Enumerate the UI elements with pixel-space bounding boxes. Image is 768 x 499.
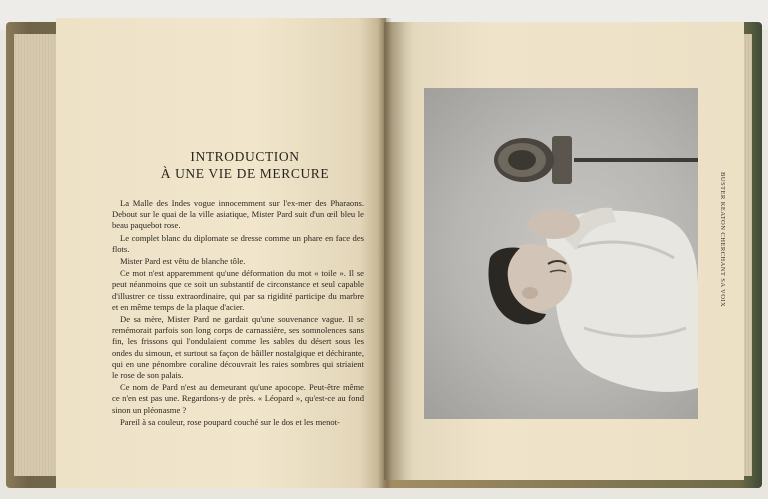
paragraph-6: Ce nom de Pard n'est au demeurant qu'une apocope. Peut-être même ce n'en est pas une. Regardons-y de près. « Léopard », qu'est-ce au fond sinon un pléonasme ?: [112, 382, 364, 415]
chapter-title-line-2: À UNE VIE DE MERCURE: [160, 166, 330, 181]
book-gutter: [378, 18, 392, 488]
photo-caption-text: BUSTER KEATON CHERCHANT SA VOIX: [719, 172, 726, 308]
photo-caption: [716, 172, 730, 332]
hand: [528, 209, 580, 239]
ear: [522, 287, 538, 299]
paragraph-2: Le complet blanc du diplomate se dresse comme un phare en face des flots.: [112, 232, 364, 254]
paragraph-3: Mister Pard est vêtu de blanche tôle.: [120, 256, 246, 267]
paragraph-1: La Malle des Indes vogue innocemment sur l'ex-mer des Pharaons. Debout sur le quai de la ville asiatique, Mister Pard suit d'un œil bleu le beau paquebot rose.: [112, 198, 364, 231]
microphone-body: [552, 136, 572, 184]
paragraph-4: Ce mot n'est apparemment qu'une déformation du mot « toile ». Il se peut néanmoins que ce soit un substantif de circonstance et seul capable d'illustrer ce tissu extraordinaire, qui par sa rigidité participe du marbre et en même temps de la plaque d'acier.: [112, 268, 364, 312]
body-text: [112, 198, 364, 429]
photograph-plate: [424, 88, 698, 419]
paragraph-7: Pareil à sa couleur, rose poupard couché sur le dos et les menot-: [120, 416, 340, 427]
chapter-title-line-1: INTRODUCTION: [190, 149, 300, 164]
left-page-edges: [14, 34, 58, 476]
microphone-stand: [574, 158, 698, 162]
chapter-title: [150, 148, 340, 182]
photograph-illustration: [424, 88, 698, 419]
paragraph-5: De sa mère, Mister Pard ne gardait qu'une souvenance vague. Il se remémorait parfois son long corps de carnassière, ses somnolences sans fin, les frissons qui l'ondulaient comme les sables du désert sous les ondes du simoun, et surtout sa façon de bâiller nostalgique et déchirante, qui en une pénombre coraline découvrait les raies sombres qui striaient le rose de son palais.: [112, 314, 364, 381]
